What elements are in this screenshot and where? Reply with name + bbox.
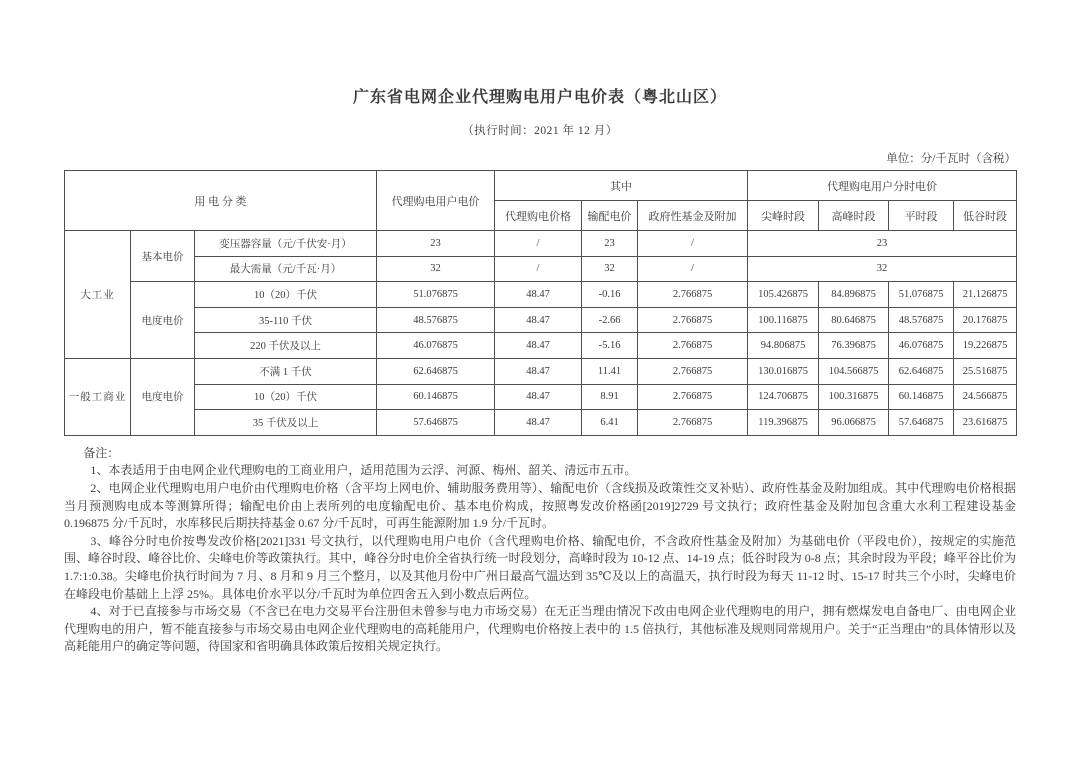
- subgroup-label-energy-price: 电度电价: [131, 358, 195, 435]
- table-row: [65, 333, 1017, 359]
- cell-transmission: 32: [582, 256, 638, 282]
- cell-fund: 2.766875: [638, 410, 748, 436]
- cell-fund: 2.766875: [638, 282, 748, 308]
- row-label: 最大需量（元/千瓦·月）: [195, 256, 377, 282]
- table-row: [65, 410, 1017, 436]
- cell-price: 62.646875: [377, 358, 495, 384]
- header-gov-fund: 政府性基金及附加: [638, 201, 748, 231]
- subgroup-label-basic-price: 基本电价: [131, 231, 195, 282]
- header-breakdown: 其中: [495, 171, 748, 201]
- header-sharp-peak: 尖峰时段: [748, 201, 819, 231]
- cell-fund: 2.766875: [638, 358, 748, 384]
- notes-section: [64, 445, 1016, 656]
- cell-sharp: 119.396875: [748, 410, 819, 436]
- cell-flat: 62.646875: [889, 358, 954, 384]
- page-title: 广东省电网企业代理购电用户电价表（粤北山区）: [352, 89, 727, 106]
- cell-transmission: -2.66: [582, 307, 638, 333]
- cell-sharp: 130.016875: [748, 358, 819, 384]
- cell-fund: 2.766875: [638, 307, 748, 333]
- cell-price: 51.076875: [377, 282, 495, 308]
- cell-flat: 60.146875: [889, 384, 954, 410]
- note-item-4: 4、对于已直接参与市场交易（不含已在电力交易平台注册但未曾参与电力市场交易）在无正当理由情况下改由电网企业代理购电的用户，拥有燃煤发电自备电厂、由电网企业代理购电的用户，暂不能直接参与市场交易由电网企业代理购电的高耗能用户，代理购电价格按上表中的 1.5 倍执行，其他标准及规则同常规用户。关于“正当理由”的具体情形以及高耗能用户的确定等问题，待国家和省明确具体政策后按相关规定执行。: [64, 604, 1016, 654]
- cell-fund: 2.766875: [638, 333, 748, 359]
- table-row: [65, 256, 1017, 282]
- document-page: [64, 0, 1016, 656]
- cell-transmission: 8.91: [582, 384, 638, 410]
- subgroup-label-energy-price: 电度电价: [131, 282, 195, 359]
- cell-valley: 23.616875: [954, 410, 1017, 436]
- header-row-1: [65, 171, 1017, 201]
- cell-agency: 48.47: [495, 282, 582, 308]
- row-label: 变压器容量（元/千伏安·月）: [195, 231, 377, 257]
- cell-peak: 100.316875: [819, 384, 889, 410]
- cell-transmission: -5.16: [582, 333, 638, 359]
- row-label: 35-110 千伏: [195, 307, 377, 333]
- cell-peak: 80.646875: [819, 307, 889, 333]
- unit-label: 单位：分/千瓦时（含税）: [886, 153, 1016, 165]
- cell-valley: 20.176875: [954, 307, 1017, 333]
- cell-valley: 24.566875: [954, 384, 1017, 410]
- notes-heading: 备注：: [83, 445, 120, 460]
- price-table: [64, 170, 1017, 436]
- header-agency-price: 代理购电价格: [495, 201, 582, 231]
- cell-tou-merged: 32: [748, 256, 1017, 282]
- cell-valley: 25.516875: [954, 358, 1017, 384]
- cell-flat: 51.076875: [889, 282, 954, 308]
- page-subtitle: （执行时间：2021 年 12 月）: [462, 125, 618, 137]
- cell-price: 48.576875: [377, 307, 495, 333]
- header-peak: 高峰时段: [819, 201, 889, 231]
- cell-transmission: -0.16: [582, 282, 638, 308]
- cell-fund: /: [638, 231, 748, 257]
- cell-flat: 46.076875: [889, 333, 954, 359]
- table-row: [65, 384, 1017, 410]
- header-agency-user-price: 代理购电用户电价: [377, 171, 495, 231]
- cell-peak: 84.896875: [819, 282, 889, 308]
- cell-price: 60.146875: [377, 384, 495, 410]
- note-item-1: 1、本表适用于由电网企业代理购电的工商业用户，适用范围为云浮、河源、梅州、韶关、清远市五市。: [90, 463, 637, 478]
- row-label: 10（20）千伏: [195, 384, 377, 410]
- row-label: 35 千伏及以上: [195, 410, 377, 436]
- cell-flat: 48.576875: [889, 307, 954, 333]
- cell-valley: 19.226875: [954, 333, 1017, 359]
- header-flat: 平时段: [889, 201, 954, 231]
- cell-transmission: 23: [582, 231, 638, 257]
- cell-agency: 48.47: [495, 384, 582, 410]
- cell-transmission: 11.41: [582, 358, 638, 384]
- note-item-2: 2、电网企业代理购电用户电价由代理购电价格（含平均上网电价、辅助服务费用等）、输配电价（含线损及政策性交叉补贴）、政府性基金及附加组成。其中代理购电价格根据当月预测购电成本等测算所得；输配电价由上表所列的电度输配电价、基本电价构成，按照粤发改价格函[2019]2729 号文执行；政府性基金及附加包含重大水利工程建设基金 0.196875 分/千瓦时，水库移民后期扶持基金 0.67 分/千瓦时，可再生能源附加 1.9 分/千瓦时。: [64, 480, 1016, 531]
- cell-price: 46.076875: [377, 333, 495, 359]
- table-row: [65, 307, 1017, 333]
- cell-agency: /: [495, 256, 582, 282]
- cell-peak: 76.396875: [819, 333, 889, 359]
- group-label-large-industry: 大工业: [65, 231, 131, 359]
- group-label-general-commercial: 一般工商业: [65, 358, 131, 435]
- header-valley: 低谷时段: [954, 201, 1017, 231]
- header-transmission-price: 输配电价: [582, 201, 638, 231]
- cell-fund: 2.766875: [638, 384, 748, 410]
- cell-agency: /: [495, 231, 582, 257]
- table-row: [65, 231, 1017, 257]
- cell-price: 23: [377, 231, 495, 257]
- header-tou: 代理购电用户分时电价: [748, 171, 1017, 201]
- cell-sharp: 124.706875: [748, 384, 819, 410]
- cell-fund: /: [638, 256, 748, 282]
- cell-agency: 48.47: [495, 307, 582, 333]
- cell-valley: 21.126875: [954, 282, 1017, 308]
- cell-flat: 57.646875: [889, 410, 954, 436]
- note-item-3: 3、峰谷分时电价按粤发改价格[2021]331 号文执行，以代理购电用户电价（含代理购电价格、输配电价，不含政府性基金及附加）为基础电价（平段电价），按规定的实施范围、峰谷时段、峰谷比价、尖峰电价等政策执行。其中，峰谷分时电价全省执行统一时段划分，高峰时段为 10-12 点、14-19 点；低谷时段为 0-8 点；其余时段为平段；峰平谷比价为 1.7:1:0.38。尖峰电价执行时间为 7 月、8 月和 9 月三个整月，以及其他月份中广州日最高气温达到 35℃及以上的高温天，执行时段为每天 11-12 时、15-17 时共三个小时，尖峰电价在峰段电价基础上上浮 25%。具体电价水平以分/千瓦时为单位四舍五入到小数点后两位。: [64, 533, 1016, 601]
- cell-price: 57.646875: [377, 410, 495, 436]
- cell-agency: 48.47: [495, 410, 582, 436]
- row-label: 220 千伏及以上: [195, 333, 377, 359]
- cell-peak: 96.066875: [819, 410, 889, 436]
- cell-sharp: 105.426875: [748, 282, 819, 308]
- cell-price: 32: [377, 256, 495, 282]
- row-label: 不满 1 千伏: [195, 358, 377, 384]
- cell-agency: 48.47: [495, 333, 582, 359]
- table-row: [65, 358, 1017, 384]
- cell-transmission: 6.41: [582, 410, 638, 436]
- header-usage-category: 用 电 分 类: [65, 171, 377, 231]
- cell-tou-merged: 23: [748, 231, 1017, 257]
- cell-sharp: 94.806875: [748, 333, 819, 359]
- cell-sharp: 100.116875: [748, 307, 819, 333]
- row-label: 10（20）千伏: [195, 282, 377, 308]
- table-row: [65, 282, 1017, 308]
- cell-peak: 104.566875: [819, 358, 889, 384]
- cell-agency: 48.47: [495, 358, 582, 384]
